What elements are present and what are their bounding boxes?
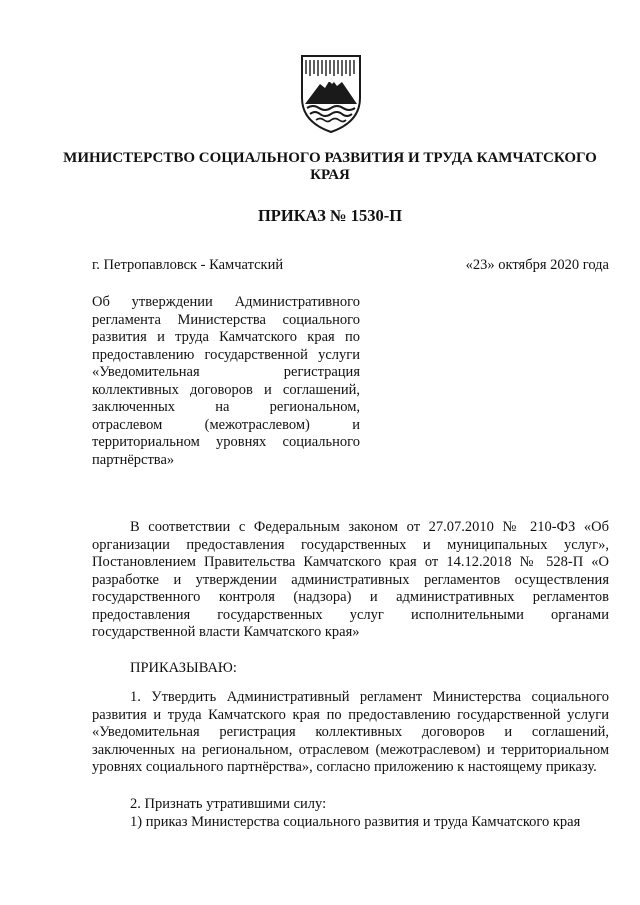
order-item-2: 2. Признать утратившими силу: <box>130 796 327 812</box>
order-date: «23» октября 2020 года <box>465 257 609 273</box>
order-place: г. Петропавловск - Камчатский <box>92 257 284 273</box>
preamble-paragraph: В соответствии с Федеральным законом от 27.07.2010 № 210-ФЗ «Об организации предоставления государственных и муниципальных услуг», Постановлением Правительства Камчатского края от 14.12.2018 № 528-П «О разработке и утверждении административных регламентов осуществления государственного контроля (надзора) и административных регламентов предоставления государственных услуг исполнительными органами государственной власти Камчатского края» <box>92 519 609 640</box>
order-item-1: 1. Утвердить Административный регламент Министерства социального развития и труда Камчатского края по предоставлению государственной услуги «Уведомительная регистрация коллективных договоров и соглашений, заключенных на региональном, отраслевом (межотраслевом) и территориальном уровнях социального партнёрства», согласно приложению к настоящему приказу. <box>92 689 609 775</box>
order-word: ПРИКАЗЫВАЮ: <box>130 660 237 676</box>
coat-of-arms-icon <box>298 52 364 134</box>
order-item-2-1: 1) приказ Министерства социального развития и труда Камчатского края <box>130 814 581 830</box>
order-title: ПРИКАЗ № 1530-П <box>257 206 403 225</box>
ministry-name: МИНИСТЕРСТВО СОЦИАЛЬНОГО РАЗВИТИЯ И ТРУДА КАМЧАТСКОГО КРАЯ <box>63 150 597 183</box>
order-subject: Об утверждении Административного регламента Министерства социального развития и труда Камчатского края по предоставлению государственной услуги «Уведомительная регистрация коллективных договоров и соглашений, заключенных на региональном, отраслевом (межотраслевом) и территориальном уровнях социального партнёрства» <box>92 294 360 468</box>
